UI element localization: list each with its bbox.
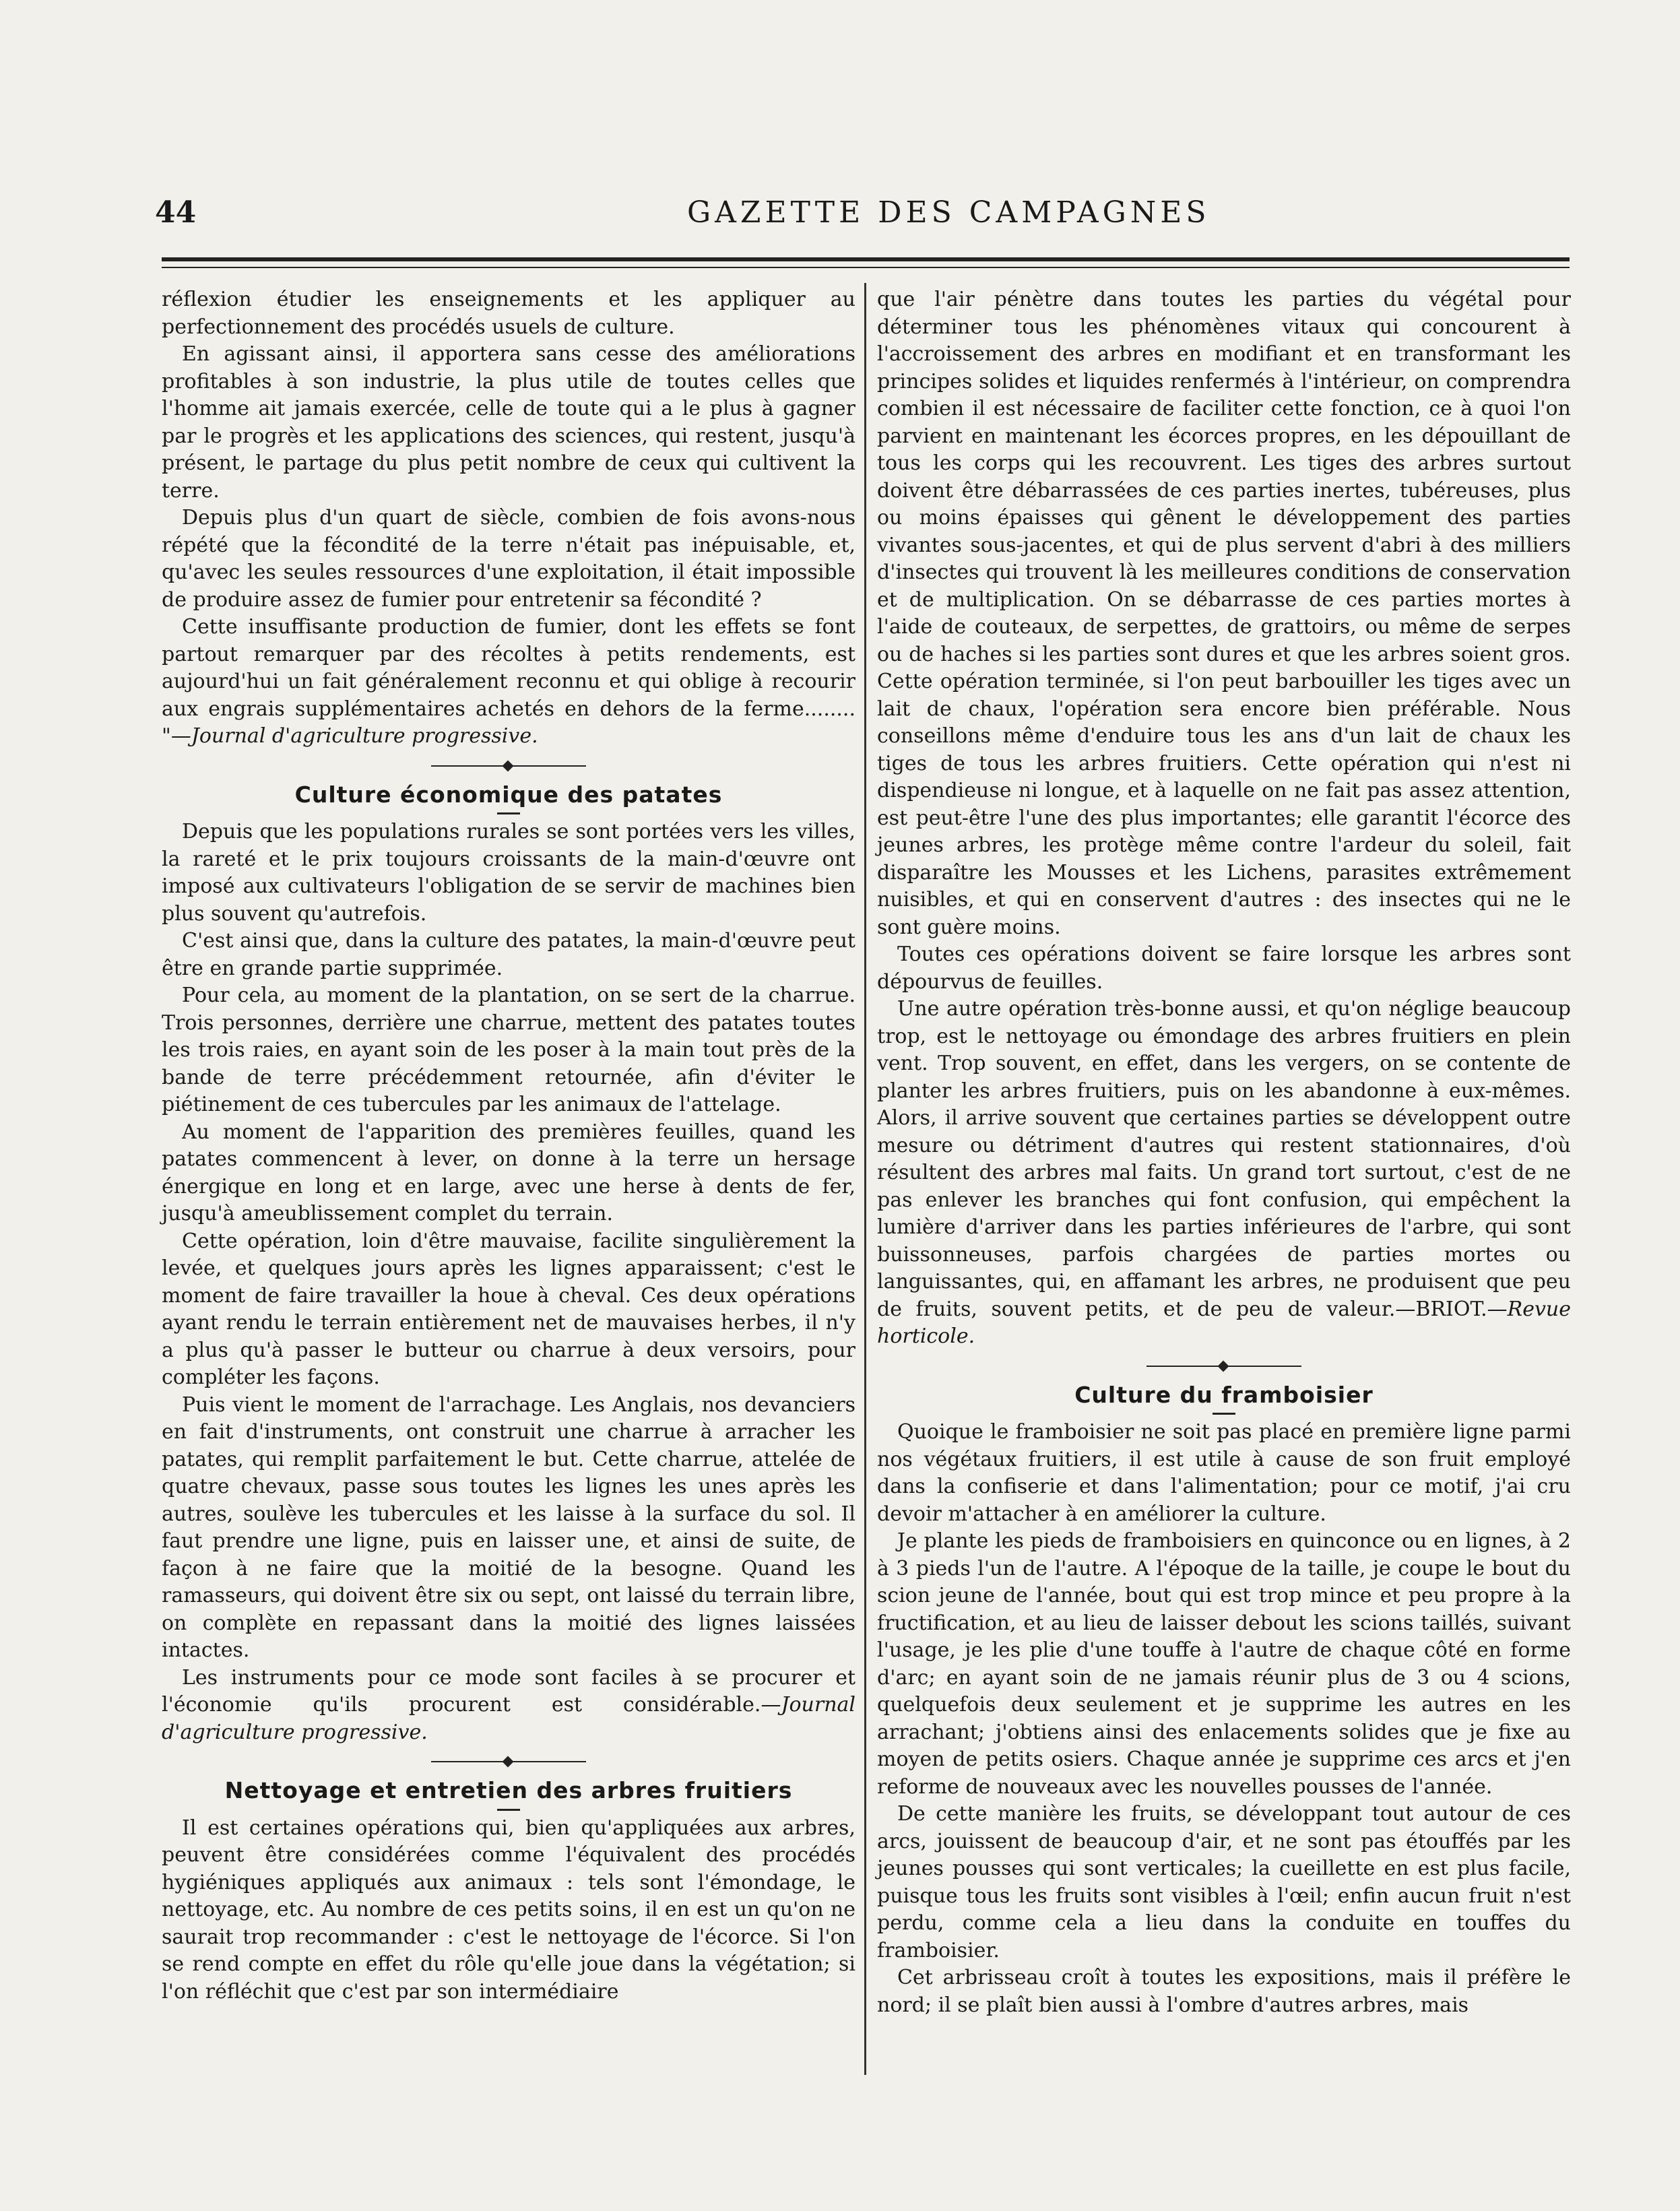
- paragraph: réflexion étudier les enseignements et les appliquer au perfectionnement des procédés usuels de culture.: [162, 288, 855, 339]
- author-signature: —BRIOT.: [1395, 1297, 1487, 1321]
- section-separator: [431, 761, 586, 771]
- paragraph: C'est ainsi que, dans la culture des patates, la main-d'œuvre peut être en grande partie supprimée.: [162, 929, 855, 980]
- right-column: [877, 286, 1571, 2019]
- section-title: Nettoyage et entretien des arbres fruitiers: [224, 1777, 793, 1803]
- paragraph-text: Une autre opération très-bonne aussi, et qu'on néglige beaucoup trop, est le nettoyage ou émondage des arbres fruitiers en plein vent. Trop souvent, en effet, dans les vergers, on se contente de planter les arbres fruitiers, puis on les abandonne à eux-mêmes. Alors, il arrive souvent que certaines parties se développent outre mesure ou détriment d'autres qui restent stationnaires, d'où résultent des arbres mal faits. Un grand tort surtout, c'est de ne pas enlever les branches qui font confusion, qui empêchent la lumière d'arriver dans les parties inférieures de l'arbre, qui sont buissonneuses, parfois chargées de parties mortes ou languissantes, qui, en affamant les arbres, ne produisent que peu de fruits, souvent petits, et de peu de valeur.: [877, 997, 1571, 1321]
- section-separator: [431, 1757, 586, 1766]
- paragraph: [877, 996, 1571, 1351]
- header-rule-thick: [162, 257, 1570, 261]
- paragraph: En agissant ainsi, il apportera sans cesse des améliorations profitables à son industrie, la plus utile de toutes celles que l'homme ait jamais exercée, celle de toute qui a le plus à gagner par le progrès et les applications des sciences, qui restent, jusqu'à présent, le partage du plus petit nombre de ceux qui cultivent la terre.: [162, 342, 855, 503]
- left-column: [162, 286, 855, 2006]
- section-separator: [1146, 1361, 1301, 1371]
- source-citation: —Journal d'agriculture progressive.: [170, 724, 538, 748]
- source-citation: —Journal d'agriculture progressive.: [162, 1693, 855, 1744]
- title-dash: [1213, 1413, 1235, 1415]
- source-citation: —Revue horticole.: [877, 1297, 1571, 1348]
- paragraph: Au moment de l'apparition des premières feuilles, quand les patates commencent à lever, on donne à la terre un hersage énergique en long et en large, avec une herse à dents de fer, jusqu'à ameublissement complet du terrain.: [162, 1120, 855, 1225]
- paragraph: Cette opération, loin d'être mauvaise, facilite singulièrement la levée, et quelques jours après les lignes apparaissent; c'est le moment de faire travailler la houe à cheval. Ces deux opérations ayant rendu le terrain entièrement net de mauvaises herbes, il n'y a plus qu'à passer le butteur ou charrue à deux versoirs, pour compléter les façons.: [162, 1229, 855, 1389]
- page-number: 44: [155, 195, 197, 230]
- paragraph: Depuis que les populations rurales se sont portées vers les villes, la rareté et le prix toujours croissants de la main-d'œuvre ont imposé aux cultivateurs l'obligation de se servir de machines bien plus souvent qu'autrefois.: [162, 820, 855, 926]
- section-title: Culture économique des patates: [294, 781, 723, 808]
- paragraph: De cette manière les fruits, se développant tout autour de ces arcs, jouissent de beaucoup d'air, et ne sont pas étouffés par les jeunes pousses qui sont verticales; la cueillette en est plus facile, puisque tous les fruits sont visibles à l'œil; enfin aucun fruit n'est perdu, comme cela a lieu dans la conduite en touffes du framboisier.: [877, 1802, 1571, 1962]
- journal-title: GAZETTE DES CAMPAGNES: [687, 195, 1210, 230]
- paragraph-text: Les instruments pour ce mode sont faciles à se procurer et l'économie qu'ils procurent est considérable.: [162, 1665, 855, 1717]
- title-dash: [497, 1809, 520, 1811]
- title-dash: [497, 812, 520, 814]
- paragraph-text: Cette insuffisante production de fumier, dont les effets se font partout remarquer par des récoltes à petits rendements, est aujourd'hui un fait généralement reconnu et qui oblige à recourir aux engrais supplémentaires achetés en dehors de la ferme........ ": [162, 615, 855, 748]
- paragraph: Pour cela, au moment de la plantation, on se sert de la charrue. Trois personnes, derrière une charrue, mettent des patates toutes les trois raies, en ayant soin de les poser à la main tout près de la bande de terre précédemment retournée, afin d'éviter le piétinement de ces tubercules par les animaux de l'attelage.: [162, 984, 855, 1116]
- paragraph: Cet arbrisseau croît à toutes les expositions, mais il préfère le nord; il se plaît bien aussi à l'ombre d'autres arbres, mais: [877, 1966, 1571, 2017]
- paragraph: Puis vient le moment de l'arrachage. Les Anglais, nos devanciers en fait d'instruments, ont construit une charrue à arracher les patates, qui remplit parfaitement le but. Cette charrue, attelée de quatre chevaux, passe sous toutes les lignes les unes après les autres, soulève les tubercules et les laisse à la surface du sol. Il faut prendre une ligne, puis en laisser une, et ainsi de suite, de façon à ne faire que la moitié de la besogne. Quand les ramasseurs, qui doivent être six ou sept, ont laissé du terrain libre, on complète en repassant dans la moitié des lignes laissées intactes.: [162, 1392, 855, 1662]
- page-header: [155, 195, 1563, 236]
- paragraph: Quoique le framboisier ne soit pas placé en première ligne parmi nos végétaux fruitiers, il est utile à cause de son fruit employé dans la confiserie et dans l'alimentation; pour ce motif, j'ai cru devoir m'attacher à en améliorer la culture.: [877, 1420, 1571, 1526]
- paragraph: Depuis plus d'un quart de siècle, combien de fois avons-nous répété que la fécondité de la terre n'était pas inépuisable, et, qu'avec les seules ressources d'une exploitation, il était impossible de produire assez de fumier pour entretenir sa fécondité ?: [162, 506, 855, 612]
- paragraph: Il est certaines opérations qui, bien qu'appliquées aux arbres, peuvent être considérées comme l'équivalent des procédés hygiéniques appliqués aux animaux : tels sont l'émondage, le nettoyage, etc. Au nombre de ces petits soins, il en est un qu'on ne saurait trop recommander : c'est le nettoyage de l'écorce. Si l'on se rend compte en effet du rôle qu'elle joue dans la végétation; si l'on réfléchit que c'est par son intermédiaire: [162, 1816, 855, 2004]
- section-title: Culture du framboisier: [1074, 1381, 1374, 1408]
- header-rule-thin: [162, 267, 1570, 268]
- paragraph: [162, 1665, 855, 1747]
- column-divider: [864, 283, 866, 2075]
- paragraph: [162, 614, 855, 750]
- paragraph: Je plante les pieds de framboisiers en quinconce ou en lignes, à 2 à 3 pieds l'un de l'autre. A l'époque de la taille, je coupe le bout du scion jeune de l'année, bout qui est trop mince et peu propre à la fructification, et au lieu de laisser debout les scions taillés, suivant l'usage, je les plie d'une touffe à l'autre de chaque côté en forme d'arc; en ayant soin de ne jamais réunir plus de 3 ou 4 scions, quelquefois deux seulement et je supprime les autres en les arrachant; j'obtiens ainsi des enlacements solides que je fixe au moyen de petits osiers. Chaque année je supprime ces arcs et j'en reforme de nouveaux avec les nouvelles pousses de l'année.: [877, 1529, 1571, 1799]
- paragraph: que l'air pénètre dans toutes les parties du végétal pour déterminer tous les phénomènes vitaux qui concourent à l'accroissement des arbres en modifiant et en transformant les principes solides et liquides renfermés à l'intérieur, on comprendra combien il est nécessaire de faciliter cette fonction, ce à quoi l'on parvient en maintenant les écorces propres, en les dépouillant de tous les corps qui les recouvrent. Les tiges des arbres surtout doivent être débarrassées de ces parties inertes, tubéreuses, plus ou moins épaisses qui gênent le développement des parties vivantes sous-jacentes, et qui de plus servent d'abri à des milliers d'insectes qui trouvent là les meilleures conditions de conservation et de multiplication. On se débarrasse de ces parties mortes à l'aide de couteaux, de serpettes, de grattoirs, ou même de serpes ou de haches si les parties sont dures et que les arbres soient gros. Cette opération terminée, si l'on peut barbouiller les tiges avec un lait de chaux, l'opération sera encore bien préférable. Nous conseillons même d'enduire tous les ans d'un lait de chaux les tiges de tous les arbres fruitiers. Cette opération qui n'est ni dispendieuse ni longue, et à laquelle on ne fait pas assez attention, est peut-être l'une des plus importantes; elle garantit l'écorce des jeunes arbres, les protège même contre l'ardeur du soleil, fait disparaître les Mousses et les Lichens, parasites extrêmement nuisibles, et qui en conservent d'autres : des insectes qui ne le sont guère moins.: [877, 288, 1571, 939]
- paragraph: Toutes ces opérations doivent se faire lorsque les arbres sont dépourvus de feuilles.: [877, 942, 1571, 994]
